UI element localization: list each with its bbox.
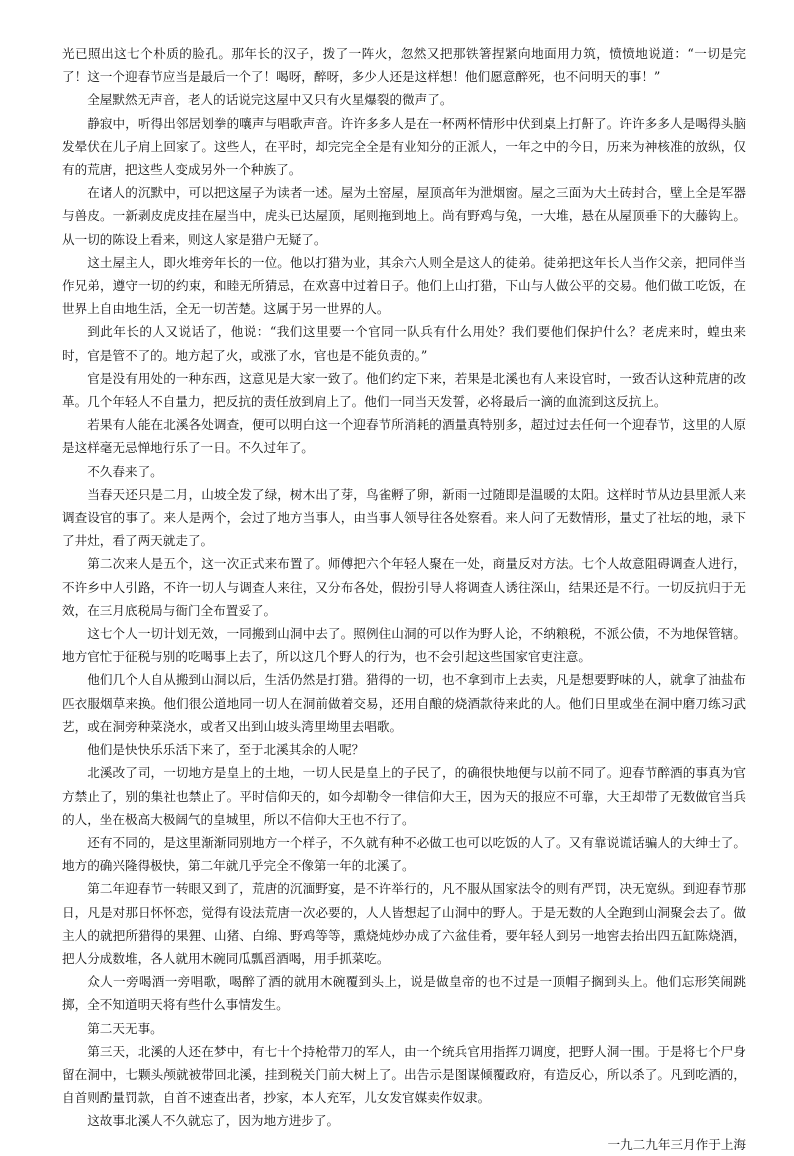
paragraph: 第三天，北溪的人还在梦中，有七十个持枪带刀的军人，由一个统兵官用指挥刀调度，把野人洞一围。于是将七个尸身留在洞中，七颗头颅就被带回北溪，挂到税关门前大树上了。出告示是图谋倾覆政府，有造反心，所以杀了。凡到吃酒的，自首则酌量罚款，自首不速查出者，抄家，本人充军，儿女发官媒卖作奴隶。 [62, 1043, 746, 1106]
paragraph: 第二年迎春节一转眼又到了，荒唐的沉湎野宴，是不许举行的，凡不服从国家法令的则有严罚，决无宽纵。到迎春节那日，凡是对那日怀怀恋，觉得有设法荒唐一次必要的，人人皆想起了山洞中的野人。于是无数的人全跑到山洞聚会去了。做主人的就把所猎得的果狸、山猪、白绵、野鸡等等，熏烧炖炒办成了六盆佳肴，要年轻人到另一地窖去抬出四五缸陈烧酒，把人分成数堆，各人就用木碗同瓜瓢舀酒喝，用手抓菜吃。 [62, 881, 746, 966]
paragraph: 第二次来人是五个，这一次正式来布置了。师傅把六个年轻人聚在一处，商量反对方法。七个人故意阻碍调查人进行，不许乡中人引路，不许一切人与调查人来往，又分布各处，假扮引导人将调查人诱往深山，结果还是不行。一切反抗归于无效，在三月底税局与衙门全布置妥了。 [62, 556, 746, 618]
paragraph: 若果有人能在北溪各处调查，便可以明白这一个迎春节所消耗的酒量真特别多，超过过去任何一个迎春节，这里的人原是这样毫无忌惮地行乐了一日。不久过年了。 [62, 417, 746, 456]
paragraph: 不久春来了。 [87, 463, 163, 479]
paragraph: 当春天还只是二月，山坡全发了绿，树木出了芽，鸟雀孵了卵，新雨一过随即是温暖的太阳。这样时节从边县里派人来调查设官的事了。来人是两个，会过了地方当事人，由当事人领导往各处察看。来人问了无数情形，量丈了社坛的地，录下了井灶，看了两天就走了。 [62, 486, 746, 549]
paragraph: 这故事北溪人不久就忘了，因为地方进步了。 [87, 1113, 340, 1129]
paragraph: 官是没有用处的一种东西，这意见是大家一致了。他们约定下来，若果是北溪也有人来设官时，一致否认这种荒唐的改革。几个年轻人不自量力，把反抗的责任放到肩上了。他们一同当天发誓，必将最后一滴的血流到这反抗上。 [62, 370, 746, 410]
paragraph: 到此年长的人又说话了，他说：“我们这里要一个官同一队兵有什么用处？我们要他们保护什么？老虎来时，蝗虫来时，官是管不了的。地方起了火，或涨了水，官也是不能负责的。” [62, 324, 746, 363]
paragraph: 众人一旁喝酒一旁唱歌，喝醉了酒的就用木碗覆到头上，说是做皇帝的也不过是一顶帽子搁到头上。他们忘形笑闹跳掷，全不知道明天将有些什么事情发生。 [62, 974, 746, 1013]
paragraph: 他们几个人自从搬到山洞以后，生活仍然是打猎。猎得的一切，也不拿到市上去卖，凡是想要野味的人，就拿了油盐布匹衣服烟草来换。他们很公道地同一切人在洞前做着交易，还用自酿的烧酒款待来此的人。他们日里或坐在洞中磨刀练习武艺，或在洞旁种菜浇水，或者又出到山坡头湾里坳里去唱歌。 [62, 672, 746, 734]
paragraph: 全屋默然无声音，老人的话说完这屋中又只有火星爆裂的微声了。 [87, 92, 453, 108]
paragraph: 第二天无事。 [87, 1020, 163, 1036]
paragraph: 在诸人的沉默中，可以把这屋子为读者一述。屋为土窑屋，屋顶高年为泄烟窗。屋之三面为大土砖封合，壁上全是军器与兽皮。一新剥皮虎皮挂在屋当中，虎头已达屋顶，尾则拖到地上。尚有野鸡与兔，一大堆，悬在从屋顶垂下的大藤钩上。从一切的陈设上看来，则这人家是猎户无疑了。 [62, 185, 746, 247]
paragraph: 这七个人一切计划无效，一同搬到山洞中去了。照例住山洞的可以作为野人论，不纳粮税，不派公债，不为地保管辖。地方官忙于征税与别的吃喝事上去了，所以这几个野人的行为，也不会引起这些国家官吏注意。 [62, 626, 746, 665]
paragraph: 静寂中，听得出邻居划拳的嚷声与唱歌声音。许许多多人是在一杯两杯情形中伏到桌上打鼾了。许许多多人是喝得头脑发晕伏在儿子肩上回家了。这些人，在平时，却完完全全是有业知分的正派人，一年之中的今日，历来为神核准的放纵，仅有的荒唐，把这些人变成另外一个种族了。 [62, 115, 746, 178]
paragraph: 还有不同的，是这里渐渐同别地方一个样子，不久就有种不必做工也可以吃饭的人了。又有靠说谎话骗人的大绅士了。地方的确兴隆得极快，第二年就几乎完全不像第一年的北溪了。 [62, 834, 746, 874]
paragraph: 他们是快快乐乐活下来了，至于北溪其余的人呢？ [87, 742, 365, 758]
document-body [62, 42, 746, 1156]
paragraph: 光已照出这七个朴质的脸孔。那年长的汉子，拨了一阵火，忽然又把那铁箸捏紧向地面用力筑，愤愤地说道：“一切是完了！这一个迎春节应当是最后一个了！喝呀，醉呀，多少人还是这样想！他们愿意醉死，也不问明天的事！” [62, 46, 746, 85]
paragraph: 这土屋主人，即火堆旁年长的一位。他以打猎为业，其余六人则全是这人的徒弟。徒弟把这年长人当作父亲，把同伴当作兄弟，遵守一切的约束，和睦无所猜忌，在欢喜中过着日子。他们上山打猎，下山与人做公平的交易。他们做工吃饭，在世界上自由地生活，全无一切苦楚。这属于另一世界的人。 [62, 254, 746, 317]
paragraph: 北溪改了司，一切地方是皇上的土地，一切人民是皇上的子民了，的确很快地便与以前不同了。迎春节醉酒的事真为官方禁止了，别的集社也禁止了。平时信仰天的，如今却勒令一律信仰大王，因为天的报应不可靠，大王却带了无数做官当兵的人，坐在极高大极阔气的皇城里，所以不信仰大王也不行了。 [62, 765, 746, 827]
date-line: 一九二九年三月作于上海 [607, 1136, 746, 1152]
